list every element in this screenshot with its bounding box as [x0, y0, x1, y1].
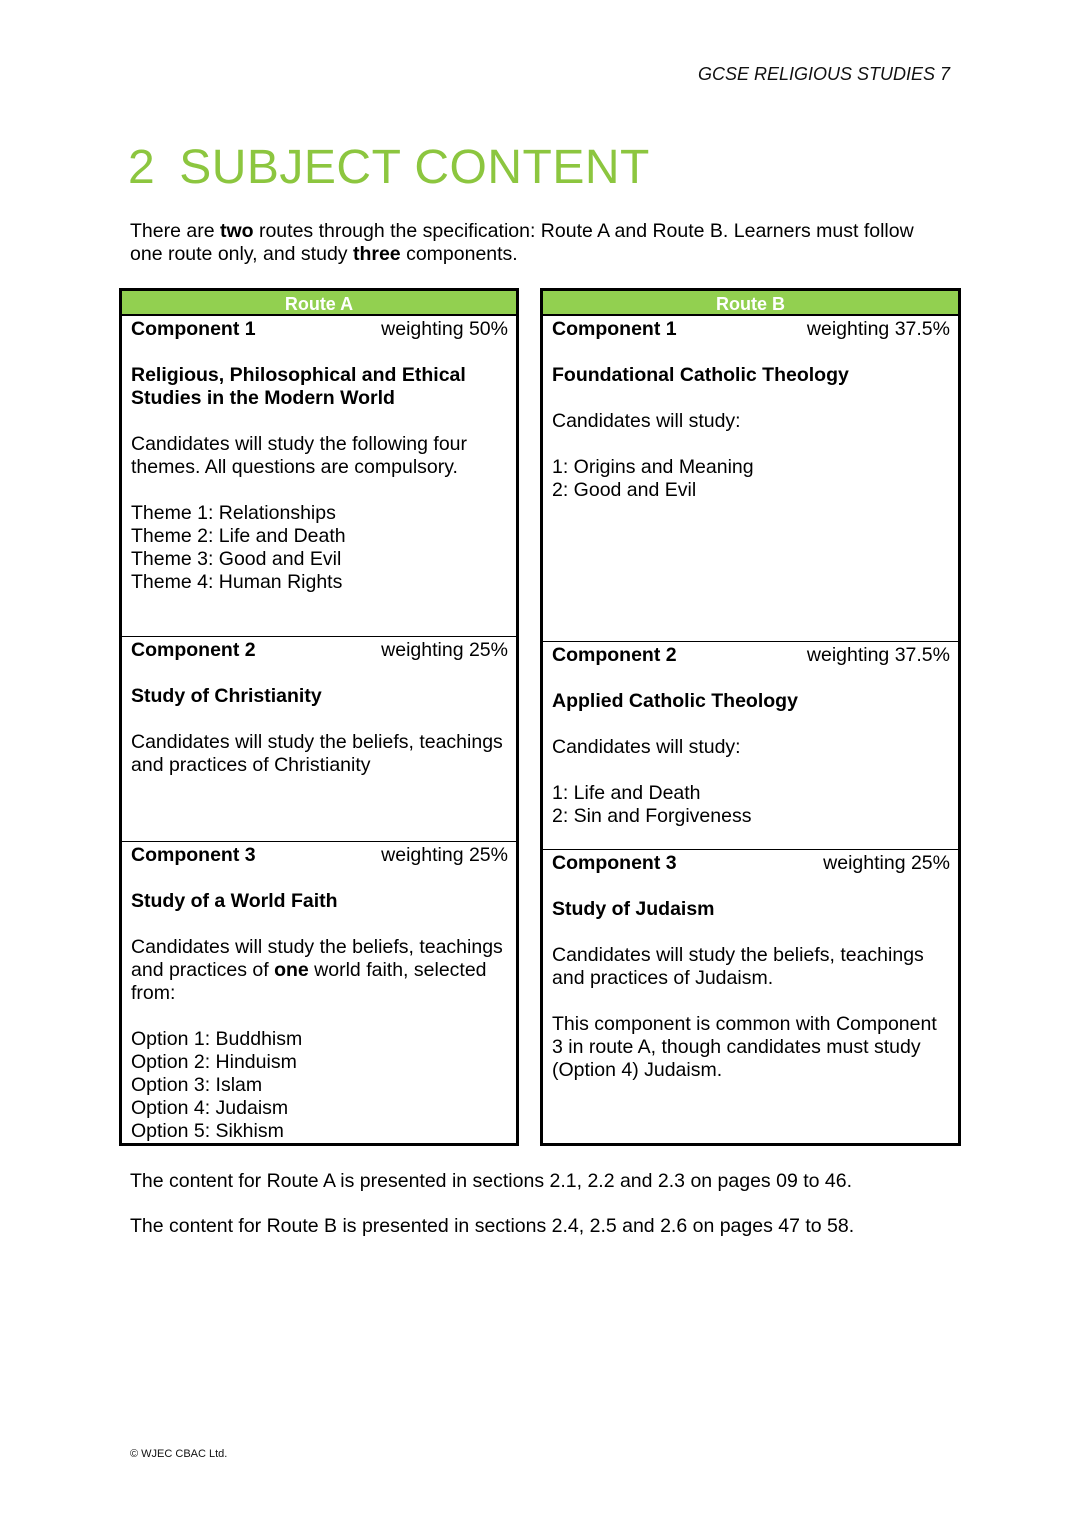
route-a-component-1 [122, 316, 516, 636]
route-b-component-2 [543, 641, 958, 849]
component-description: Candidates will study: [552, 410, 741, 432]
route-b-component-3 [543, 849, 958, 1143]
component-header [552, 318, 950, 341]
component-title: Applied Catholic Theology [552, 690, 798, 712]
component-description: Candidates will study the following four themes. All questions are compulsory. [131, 433, 468, 478]
intro-bold-three: three [352, 243, 401, 265]
route-b-component-1 [543, 316, 958, 641]
component-name: Component 1 [552, 318, 677, 340]
list-item: 1: Life and Death [552, 782, 701, 804]
component-weighting: weighting 37.5% [806, 318, 950, 340]
component-weighting: weighting 25% [381, 639, 508, 662]
component-title: Religious, Philosophical and Ethical Studies in the Modern World [131, 364, 466, 409]
intro-paragraph [130, 220, 950, 266]
component-weighting: weighting 25% [823, 852, 950, 874]
component-description: Candidates will study the beliefs, teachings and practices of Judaism. [552, 944, 924, 989]
component-header [552, 644, 950, 667]
component-header [552, 852, 950, 875]
list-item: 2: Good and Evil [552, 479, 697, 501]
route-a-header: Route A [122, 291, 516, 316]
list-item: 1: Origins and Meaning [552, 456, 754, 478]
list-item: Option 5: Sikhism [131, 1120, 284, 1142]
component-header [131, 318, 508, 341]
theme-list [131, 502, 508, 594]
component-title: Study of Christianity [131, 685, 322, 708]
list-item: Option 1: Buddhism [131, 1028, 303, 1050]
list-item: Theme 2: Life and Death [131, 525, 346, 547]
component-weighting: weighting 25% [381, 844, 508, 866]
footer-copyright: © WJEC CBAC Ltd. [130, 1448, 228, 1460]
route-a-component-3 [122, 841, 516, 1143]
description-text: world faith, selected from: [131, 959, 487, 1004]
list-item: Option 2: Hinduism [131, 1051, 297, 1073]
description-text: Candidates will study the beliefs, teachings and practices of [131, 936, 503, 981]
component-description [131, 936, 508, 1005]
list-item: Theme 1: Relationships [131, 502, 336, 524]
outro-route-b: The content for Route B is presented in sections 2.4, 2.5 and 2.6 on pages 47 to 58. [130, 1215, 855, 1237]
option-list [131, 1028, 508, 1143]
list-item: Theme 4: Human Rights [131, 571, 343, 593]
list-item: Option 3: Islam [131, 1074, 263, 1096]
study-list [552, 782, 950, 828]
component-description: Candidates will study the beliefs, teachings and practices of Christianity [131, 731, 503, 777]
route-a-box [119, 288, 519, 1146]
component-name: Component 1 [131, 318, 256, 340]
outro-route-a: The content for Route A is presented in sections 2.1, 2.2 and 2.3 on pages 09 to 46. [130, 1170, 852, 1192]
component-header [131, 639, 508, 662]
running-head: GCSE RELIGIOUS STUDIES 7 [697, 64, 950, 84]
section-heading: SUBJECT CONTENT [179, 141, 650, 194]
list-item: 2: Sin and Forgiveness [552, 805, 752, 827]
component-title: Study of Judaism [552, 898, 715, 920]
list-item: Theme 3: Good and Evil [131, 548, 342, 570]
route-b-box [540, 288, 961, 1146]
intro-text: There are [130, 220, 220, 242]
intro-text: routes through the specification: Route A and Route B. Learners must follow one route only, and study [130, 220, 914, 265]
component-weighting: weighting 37.5% [806, 644, 950, 666]
component-title: Study of a World Faith [131, 890, 338, 912]
component-weighting: weighting 50% [381, 318, 508, 340]
route-b-header: Route B [543, 291, 958, 316]
component-name: Component 2 [552, 644, 677, 666]
route-a-component-2 [122, 636, 516, 841]
study-list [552, 456, 950, 502]
component-description: Candidates will study: [552, 736, 741, 758]
description-bold: one [274, 959, 309, 981]
intro-bold-two: two [219, 220, 254, 242]
component-header [131, 844, 508, 867]
component-name: Component 3 [131, 844, 256, 866]
section-title [128, 140, 650, 195]
component-title: Foundational Catholic Theology [552, 364, 849, 386]
section-number: 2 [128, 141, 156, 194]
component-note: This component is common with Component 3 in route A, though candidates must study (Option 4) Judaism. [552, 1013, 937, 1081]
component-name: Component 3 [552, 852, 677, 874]
list-item: Option 4: Judaism [131, 1097, 289, 1119]
intro-text: components. [400, 243, 518, 265]
component-name: Component 2 [131, 639, 256, 662]
